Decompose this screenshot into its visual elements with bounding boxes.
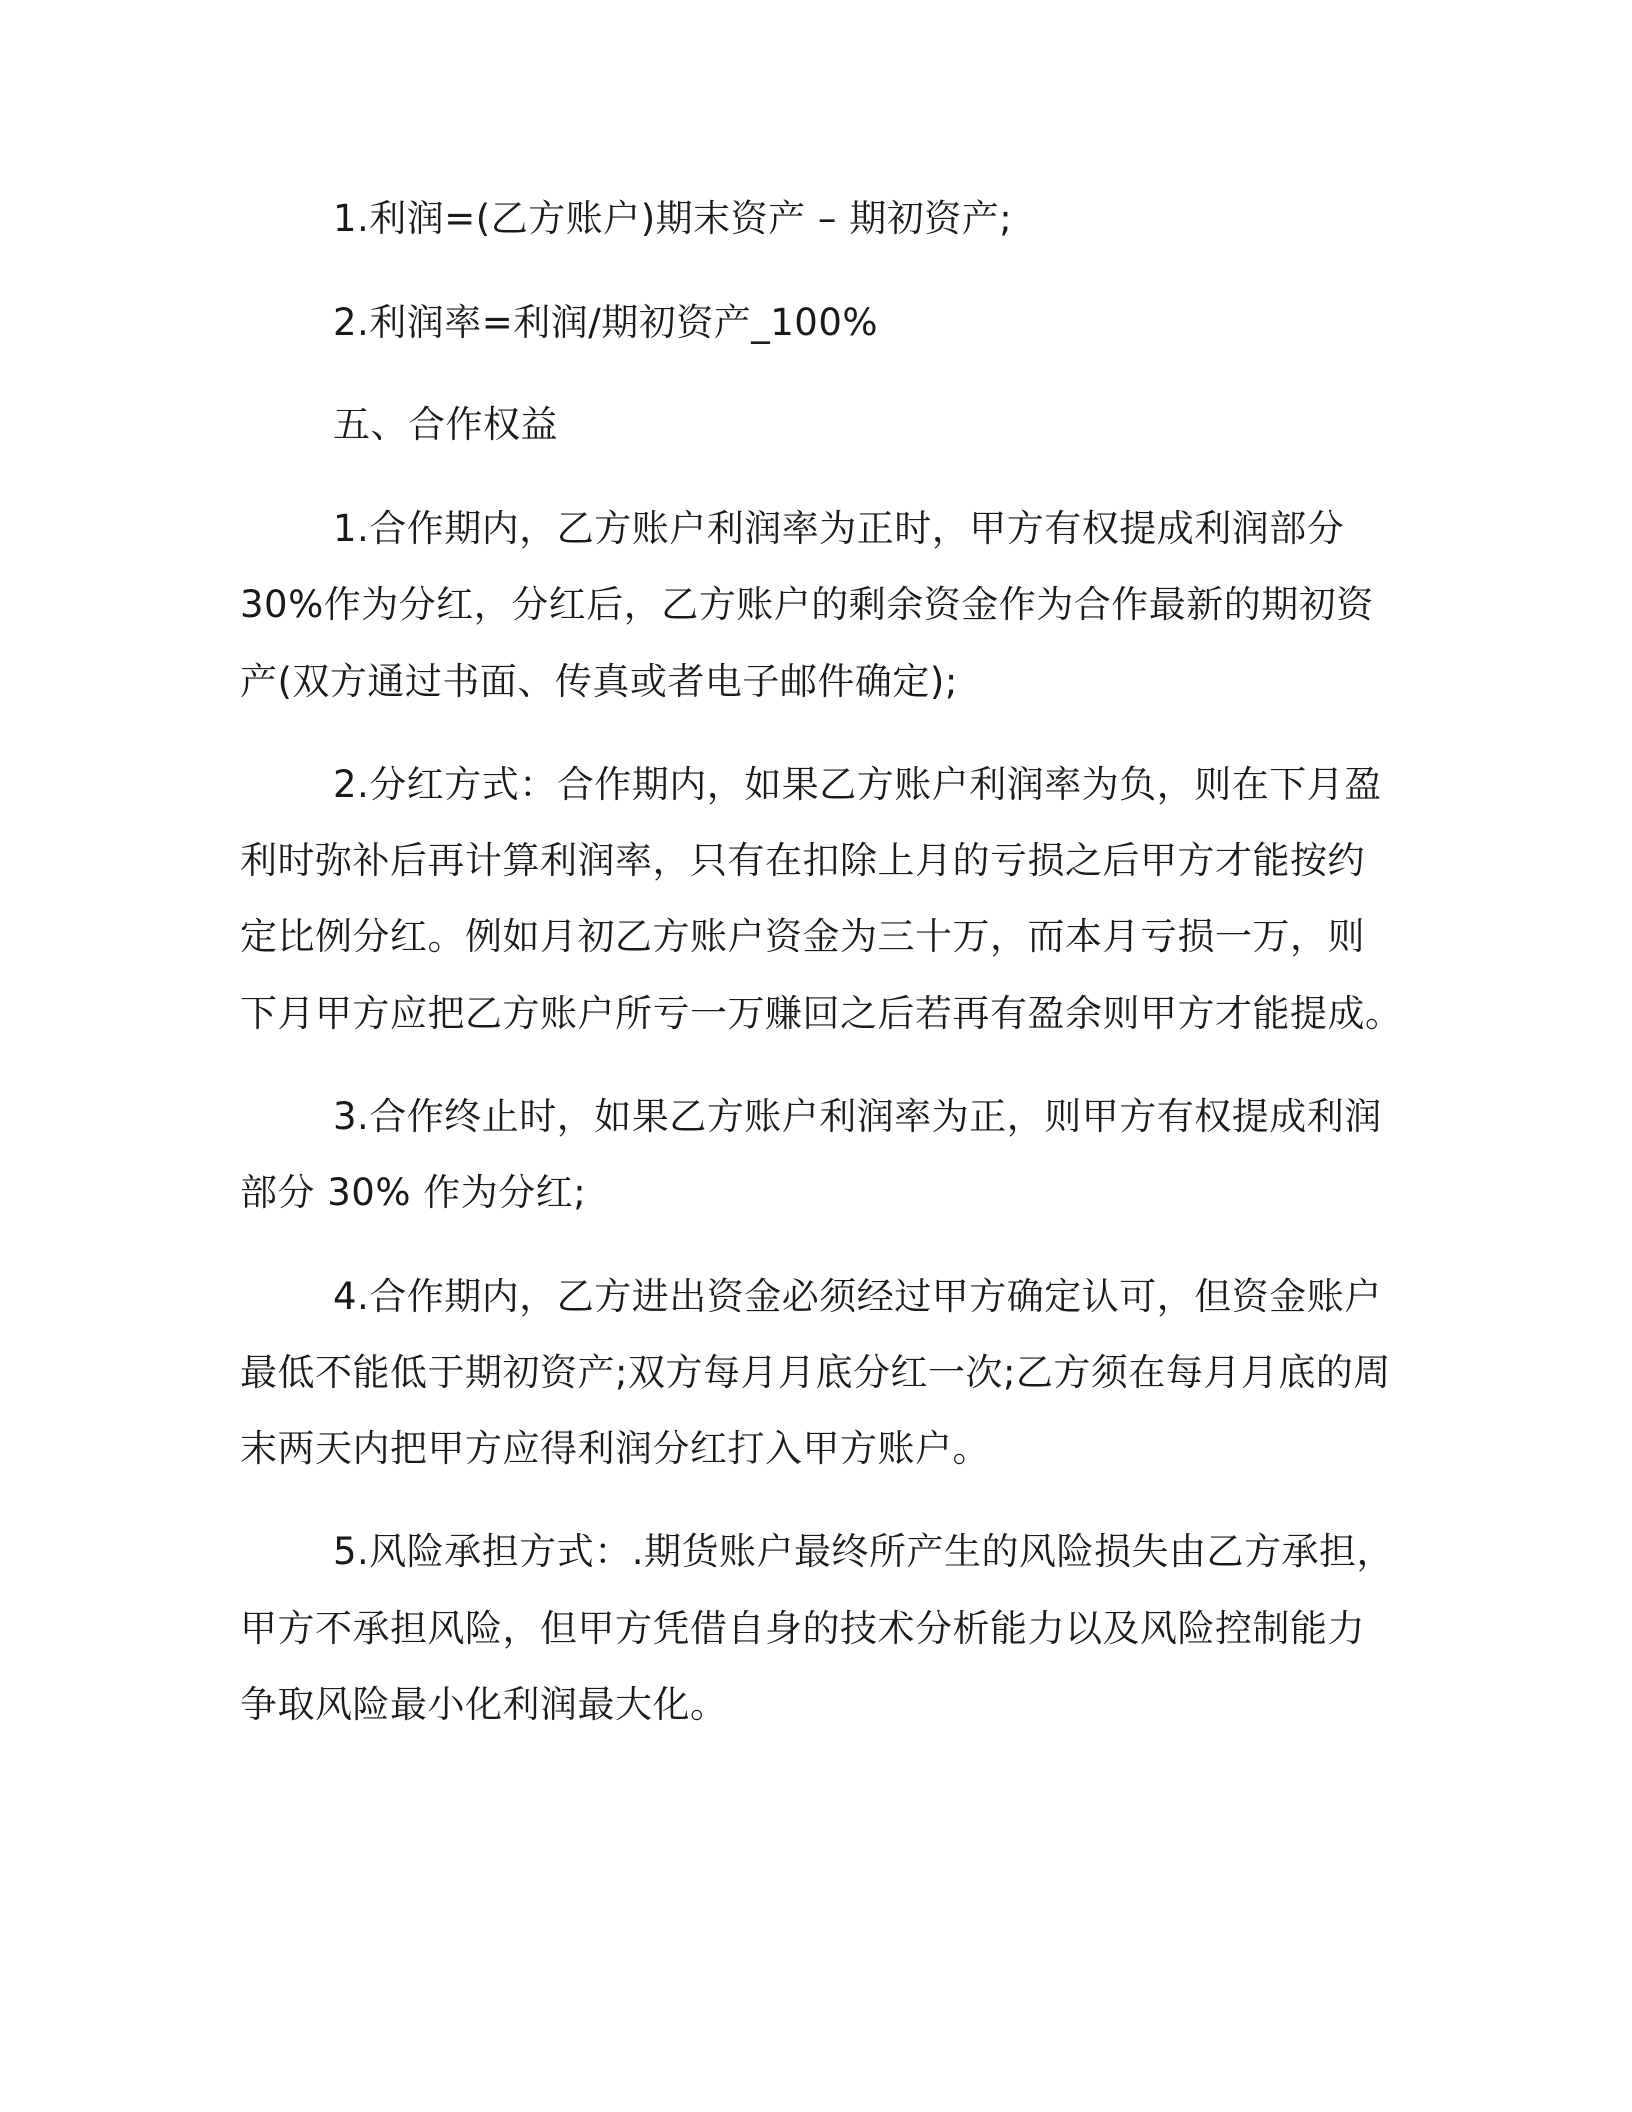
clause-2-line-2: 利时弥补后再计算利润率，只有在扣除上月的亏损之后甲方才能按约	[240, 839, 1365, 882]
profit-rate-formula-line: 2.利润率=利润/期初资产_100%	[333, 301, 879, 344]
clause-1-line-1: 1.合作期内，乙方账户利润率为正时，甲方有权提成利润部分	[333, 507, 1345, 550]
clause-5-line-2: 甲方不承担风险，但甲方凭借自身的技术分析能力以及风险控制能力	[240, 1607, 1365, 1650]
clause-4-line-3: 末两天内把甲方应得利润分红打入甲方账户。	[240, 1427, 990, 1470]
clause-3-line-2: 部分 30% 作为分红;	[240, 1171, 587, 1214]
profit-formula-line: 1.利润=(乙方账户)期末资产 – 期初资产;	[333, 197, 1013, 240]
clause-5-line-3: 争取风险最小化利润最大化。	[240, 1683, 728, 1726]
clause-4-line-2: 最低不能低于期初资产;双方每月月底分红一次;乙方须在每月月底的周	[240, 1351, 1391, 1394]
clause-2-line-1: 2.分红方式：合作期内，如果乙方账户利润率为负，则在下月盈	[333, 763, 1382, 806]
clause-4-line-1: 4.合作期内，乙方进出资金必须经过甲方确定认可，但资金账户	[333, 1275, 1382, 1318]
clause-3-line-1: 3.合作终止时，如果乙方账户利润率为正，则甲方有权提成利润	[333, 1095, 1382, 1138]
section-heading: 五、合作权益	[333, 403, 558, 446]
clause-1-line-3: 产(双方通过书面、传真或者电子邮件确定);	[240, 660, 958, 703]
clause-5-line-1: 5.风险承担方式：.期货账户最终所产生的风险损失由乙方承担，	[333, 1530, 1395, 1573]
clause-1-line-2: 30%作为分红，分红后，乙方账户的剩余资金作为合作最新的期初资	[240, 583, 1374, 626]
clause-2-line-4: 下月甲方应把乙方账户所亏一万赚回之后若再有盈余则甲方才能提成。	[240, 992, 1403, 1035]
clause-2-line-3: 定比例分红。例如月初乙方账户资金为三十万，而本月亏损一万，则	[240, 915, 1365, 958]
